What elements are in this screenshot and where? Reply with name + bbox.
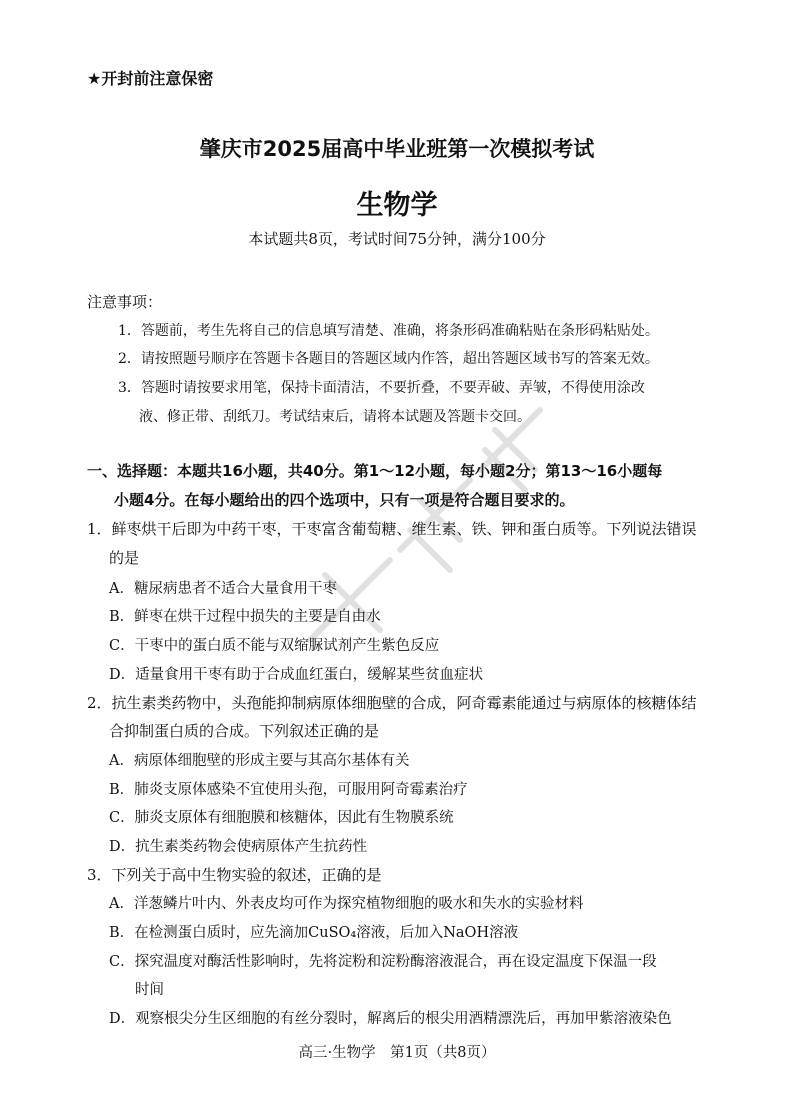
question-3-option-a: A．洋葱鳞片叶内、外表皮均可作为探究植物细胞的吸水和失水的实验材料 (109, 896, 584, 912)
question-2-option-b: B．肺炎支原体感染不宜使用头孢，可服用阿奇霉素治疗 (109, 782, 468, 798)
question-1-option-a: A．糖尿病患者不适合大量食用干枣 (109, 581, 337, 597)
question-2-option-a: A．病原体细胞壁的形成主要与其高尔基体有关 (109, 753, 410, 769)
question-3-option-b: B．在检测蛋白质时，应先滴加CuSO₄溶液，后加入NaOH溶液 (109, 925, 519, 941)
question-1-option-d: D．适量食用干枣有助于合成血红蛋白，缓解某些贫血症状 (109, 667, 484, 683)
question-1-stem-cont: 的是 (109, 549, 140, 567)
note-item-1: 1．答题前，考生先将自己的信息填写清楚、准确，将条形码准确粘贴在条形码粘贴处。 (118, 323, 659, 339)
question-1-stem: 1．鲜枣烘干后即为中药干枣，干枣富含葡萄糖、维生素、铁、钾和蛋白质等。下列说法错误 (87, 520, 697, 538)
question-3-option-c: C．探究温度对酶活性影响时，先将淀粉和淀粉酶溶液混合，再在设定温度下保温一段 (109, 954, 657, 970)
note-item-3: 3．答题时请按要求用笔，保持卡面清洁，不要折叠，不要弄破、弄皱，不得使用涂改 (118, 380, 645, 396)
confidential-notice: ★开封前注意保密 (87, 69, 214, 88)
question-3-option-c-cont: 时间 (135, 982, 164, 998)
notes-title: 注意事项： (87, 293, 163, 311)
exam-title: 肇庆市2025届高中毕业班第一次模拟考试 (199, 137, 595, 161)
question-2-stem-cont: 合抑制蛋白质的合成。下列叙述正确的是 (109, 722, 380, 740)
question-3-stem: 3．下列关于高中生物实验的叙述，正确的是 (87, 866, 382, 884)
question-1-option-c: C．干枣中的蛋白质不能与双缩脲试剂产生紫色反应 (109, 638, 440, 654)
note-item-2: 2．请按照题号顺序在答题卡各题目的答题区域内作答，超出答题区域书写的答案无效。 (118, 351, 659, 367)
note-item-3-cont: 液、修正带、刮纸刀。考试结束后，请将本试题及答题卡交回。 (139, 409, 531, 425)
question-1-option-b: B．鲜枣在烘干过程中损失的主要是自由水 (109, 609, 381, 625)
question-2-option-c: C．肺炎支原体有细胞膜和核糖体，因此有生物膜系统 (109, 810, 454, 826)
question-2-stem: 2．抗生素类药物中，头孢能抑制病原体细胞壁的合成，阿奇霉素能通过与病原体的核糖体结 (87, 694, 697, 712)
subject-title: 生物学 (356, 190, 438, 221)
watermark-graphic (270, 390, 570, 690)
question-2-option-d: D．抗生素类药物会使病原体产生抗药性 (109, 839, 368, 855)
question-3-option-d: D．观察根尖分生区细胞的有丝分裂时，解离后的根尖用酒精漂洗后，再加甲紫溶液染色 (109, 1011, 672, 1027)
section-header: 一、选择题：本题共16小题，共40分。第1～12小题，每小题2分；第13～16小题每 (87, 462, 663, 480)
page-footer: 高三·生物学 第1页（共8页） (298, 1045, 496, 1061)
exam-info: 本试题共8页，考试时间75分钟，满分100分 (248, 230, 546, 248)
section-header-cont: 小题4分。在每小题给出的四个选项中，只有一项是符合题目要求的。 (114, 491, 575, 509)
